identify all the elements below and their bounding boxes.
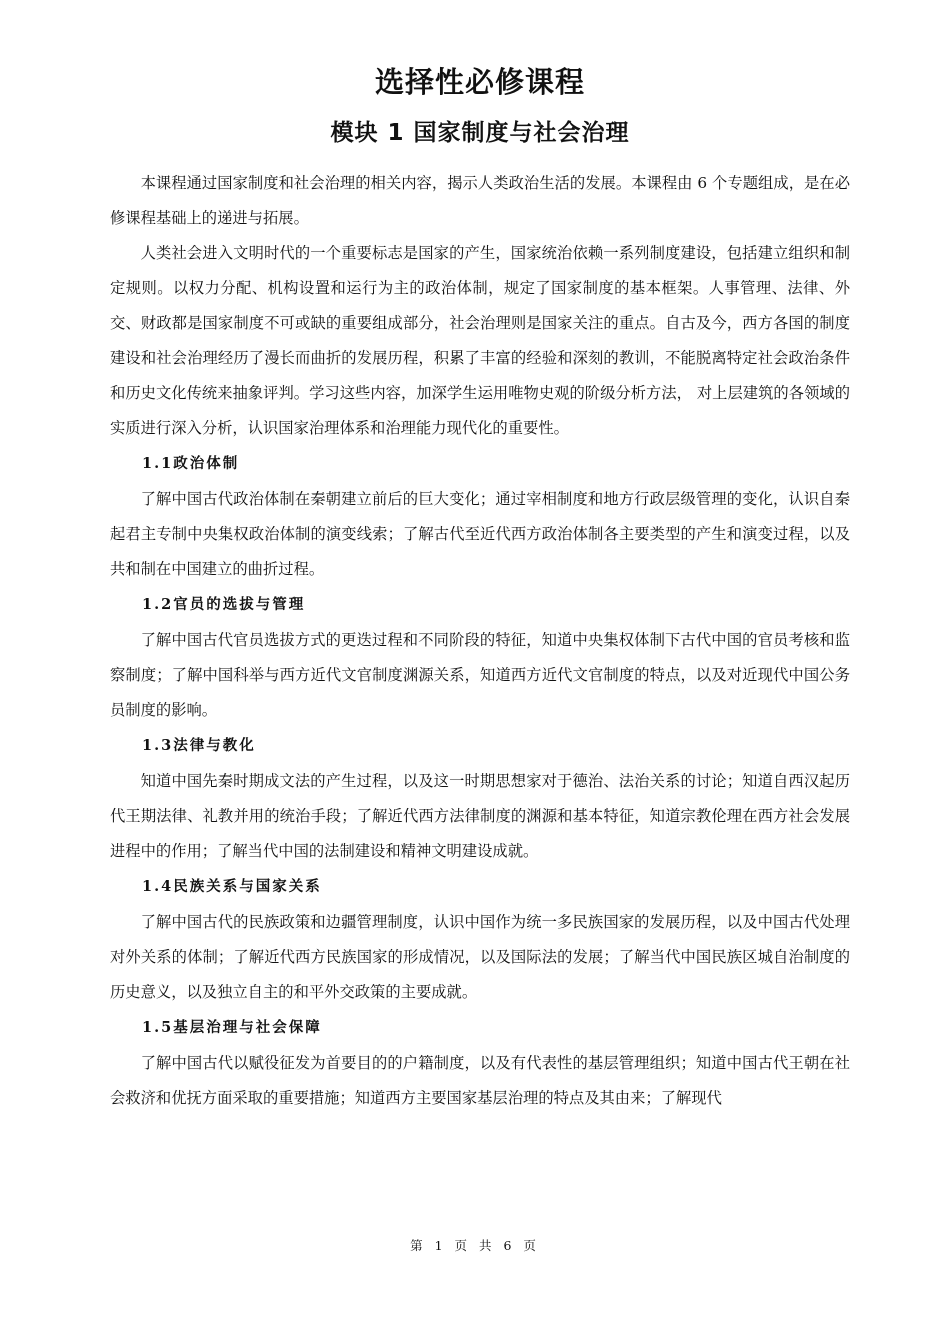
section-paragraph: 了解中国古代的民族政策和边疆管理制度，认识中国作为统一多民族国家的发展历程，以及中国古代处理对外关系的体制；了解近代西方民族国家的形成情况，以及国际法的发展；了解当代中国民族区城自治制度的历史意义，以及独立自主的和平外交政策的主要成就。 <box>110 913 850 1001</box>
section-heading: 1.4民族关系与国家关系 <box>142 878 322 895</box>
section-heading: 1.5基层治理与社会保障 <box>142 1019 322 1036</box>
document-page <box>110 62 850 1116</box>
section-1-4 <box>110 869 850 1010</box>
section-paragraph: 了解中国古代以赋役征发为首要目的的户籍制度，以及有代表性的基层管理组织；知道中国古代王朝在社会救济和优抚方面采取的重要措施；知道西方主要国家基层治理的特点及其由来；了解现代 <box>110 1054 850 1107</box>
section-heading: 1.1政治体制 <box>142 455 240 472</box>
section-paragraph: 知道中国先秦时期成文法的产生过程，以及这一时期思想家对于德治、法治关系的讨论；知道自西汉起历代王期法律、礼教并用的统治手段；了解近代西方法律制度的渊源和基本特征，知道宗教伦理在西方社会发展进程中的作用；了解当代中国的法制建设和精神文明建设成就。 <box>110 772 850 860</box>
section-1-1 <box>110 446 850 587</box>
section-1-3 <box>110 728 850 869</box>
section-heading: 1.3法律与教化 <box>142 737 256 754</box>
section-1-2 <box>110 587 850 728</box>
section-1-5 <box>110 1010 850 1116</box>
module-title: 模块 1 国家制度与社会治理 <box>330 120 630 146</box>
page-footer: 第 1 页 共 6 页 <box>410 1238 540 1253</box>
intro-paragraph-1: 本课程通过国家制度和社会治理的相关内容，揭示人类政治生活的发展。本课程由 6 个专题组成，是在必修课程基础上的递进与拓展。 <box>110 174 850 227</box>
section-paragraph: 了解中国古代官员选拔方式的更迭过程和不同阶段的特征，知道中央集权体制下古代中国的官员考核和监察制度；了解中国科举与西方近代文官制度渊源关系，知道西方近代文官制度的特点，以及对近现代中国公务员制度的影响。 <box>110 631 850 719</box>
section-heading: 1.2官员的选拔与管理 <box>142 596 306 613</box>
intro-paragraph-2: 人类社会进入文明时代的一个重要标志是国家的产生，国家统治依赖一系列制度建设，包括建立组织和制定规则。以权力分配、机构设置和运行为主的政治体制，规定了国家制度的基本框架。人事管理、法律、外交、财政都是国家制度不可或缺的重要组成部分，社会治理则是国家关注的重点。自古及今，西方各国的制度建设和社会治理经历了漫长而曲折的发展历程，积累了丰富的经验和深刻的教训，不能脱离特定社会政治条件和历史文化传统来抽象评判。学习这些内容，加深学生运用唯物史观的阶级分析方法， 对上层建筑的各领域的实质进行深入分析，认识国家治理体系和治理能力现代化的重要性。 <box>110 244 850 437</box>
section-paragraph: 了解中国古代政治体制在秦朝建立前后的巨大变化；通过宰相制度和地方行政层级管理的变化，认识自秦起君主专制中央集权政治体制的演变线索；了解古代至近代西方政治体制各主要类型的产生和演变过程，以及共和制在中国建立的曲折过程。 <box>110 490 850 578</box>
document-title: 选择性必修课程 <box>374 65 585 99</box>
